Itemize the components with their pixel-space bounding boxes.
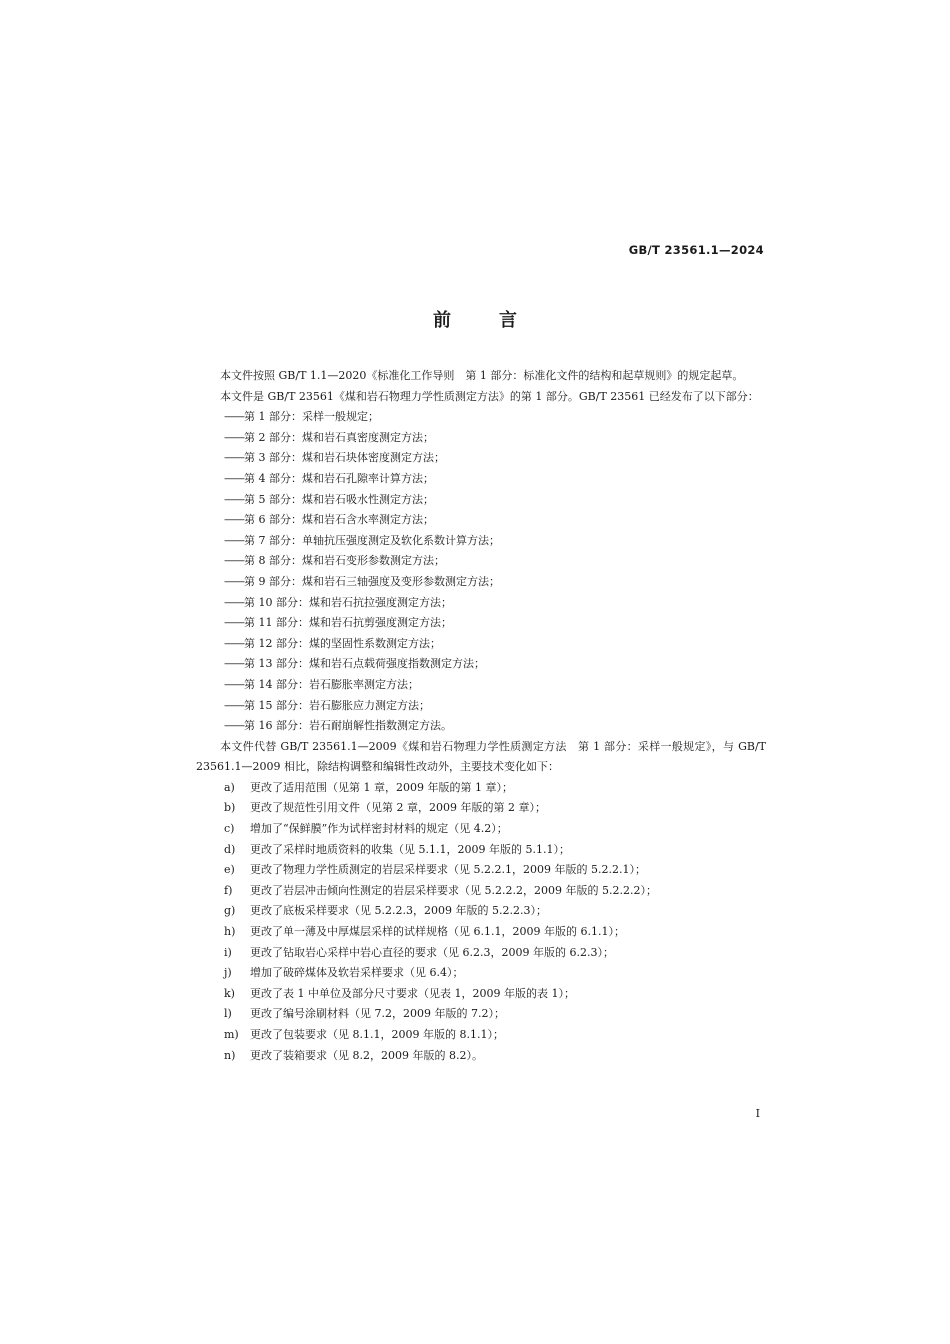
standard-number: GB/T 23561.1—2024	[628, 243, 764, 257]
list-item: ——第 6 部分：煤和岩石含水率测定方法；	[224, 513, 434, 527]
list-item: m) 更改了包装要求（见 8.1.1，2009 年版的 8.1.1）；	[224, 1028, 504, 1041]
list-item: ——第 2 部分：煤和岩石真密度测定方法；	[224, 430, 434, 444]
page-title	[0, 306, 950, 332]
list-item: ——第 1 部分：采样一般规定；	[224, 410, 379, 424]
list-item: ——第 16 部分：岩石耐崩解性指数测定方法。	[224, 719, 452, 733]
list-item: g) 更改了底板采样要求（见 5.2.2.3，2009 年版的 5.2.2.3）；	[224, 904, 547, 918]
list-item: k) 更改了表 1 中单位及部分尺寸要求（见表 1，2009 年版的表 1）；	[224, 986, 575, 1000]
list-item: ——第 12 部分：煤的坚固性系数测定方法；	[224, 636, 441, 650]
list-item: e) 更改了物理力学性质测定的岩层采样要求（见 5.2.2.1，2009 年版的 5.2.2.1）；	[224, 863, 646, 877]
page-number: I	[755, 1107, 760, 1120]
list-item: l) 更改了编号涂刷材料（见 7.2，2009 年版的 7.2）；	[224, 1007, 505, 1021]
list-item: ——第 7 部分：单轴抗压强度测定及软化系数计算方法；	[224, 533, 500, 547]
list-item: ——第 5 部分：煤和岩石吸水性测定方法；	[224, 492, 434, 506]
list-item: a) 更改了适用范围（见第 1 章，2009 年版的第 1 章）；	[224, 780, 513, 794]
list-item: j) 增加了破碎煤体及软岩采样要求（见 6.4）；	[224, 966, 464, 980]
list-item: i) 更改了钻取岩心采样中岩心直径的要求（见 6.2.3，2009 年版的 6.2.3）；	[224, 945, 614, 959]
list-item: ——第 14 部分：岩石膨胀率测定方法；	[224, 677, 419, 691]
list-item: n) 更改了装箱要求（见 8.2，2009 年版的 8.2）。	[224, 1048, 483, 1062]
title-char-1: 前	[433, 310, 451, 331]
list-item: ——第 13 部分：煤和岩石点载荷强度指数测定方法；	[224, 657, 485, 671]
list-item: h) 更改了单一薄及中厚煤层采样的试样规格（见 6.1.1，2009 年版的 6.1.1）；	[224, 925, 625, 939]
paragraph-drafting-rules: 本文件按照 GB/T 1.1—2020《标准化工作导则 第 1 部分：标准化文件的结构和起草规则》的规定起草。	[220, 369, 744, 382]
list-item: ——第 11 部分：煤和岩石抗剪强度测定方法；	[224, 616, 452, 630]
list-item: d) 更改了采样时地质资料的收集（见 5.1.1，2009 年版的 5.1.1）；	[224, 842, 570, 856]
list-item: b) 更改了规范性引用文件（见第 2 章，2009 年版的第 2 章）；	[224, 801, 546, 815]
changes-list	[196, 778, 766, 1066]
list-item: ——第 9 部分：煤和岩石三轴强度及变形参数测定方法；	[224, 574, 500, 588]
foreword-body	[196, 366, 766, 1066]
paragraph-part-intro: 本文件是 GB/T 23561《煤和岩石物理力学性质测定方法》的第 1 部分。GB/T 23561 已经发布了以下部分：	[220, 389, 759, 403]
list-item: ——第 8 部分：煤和岩石变形参数测定方法；	[224, 554, 445, 568]
list-item: c) 增加了“保鲜膜”作为试样密封材料的规定（见 4.2）；	[224, 822, 508, 836]
list-item: f) 更改了岩层冲击倾向性测定的岩层采样要求（见 5.2.2.2，2009 年版的 5.2.2.2）；	[224, 883, 657, 897]
list-item: ——第 3 部分：煤和岩石块体密度测定方法；	[224, 451, 445, 465]
list-item: ——第 10 部分：煤和岩石抗拉强度测定方法；	[224, 595, 452, 609]
list-item: ——第 4 部分：煤和岩石孔隙率计算方法；	[224, 471, 434, 485]
title-char-2: 言	[499, 310, 517, 331]
paragraph-replacement: 本文件代替 GB/T 23561.1—2009《煤和岩石物理力学性质测定方法 第 1 部分：采样一般规定》，与 GB/T 23561.1—2009 相比，除结构调整和编辑性改动外，主要技术变化如下：	[196, 739, 766, 774]
parts-list	[196, 407, 766, 737]
list-item: ——第 15 部分：岩石膨胀应力测定方法；	[224, 698, 430, 712]
